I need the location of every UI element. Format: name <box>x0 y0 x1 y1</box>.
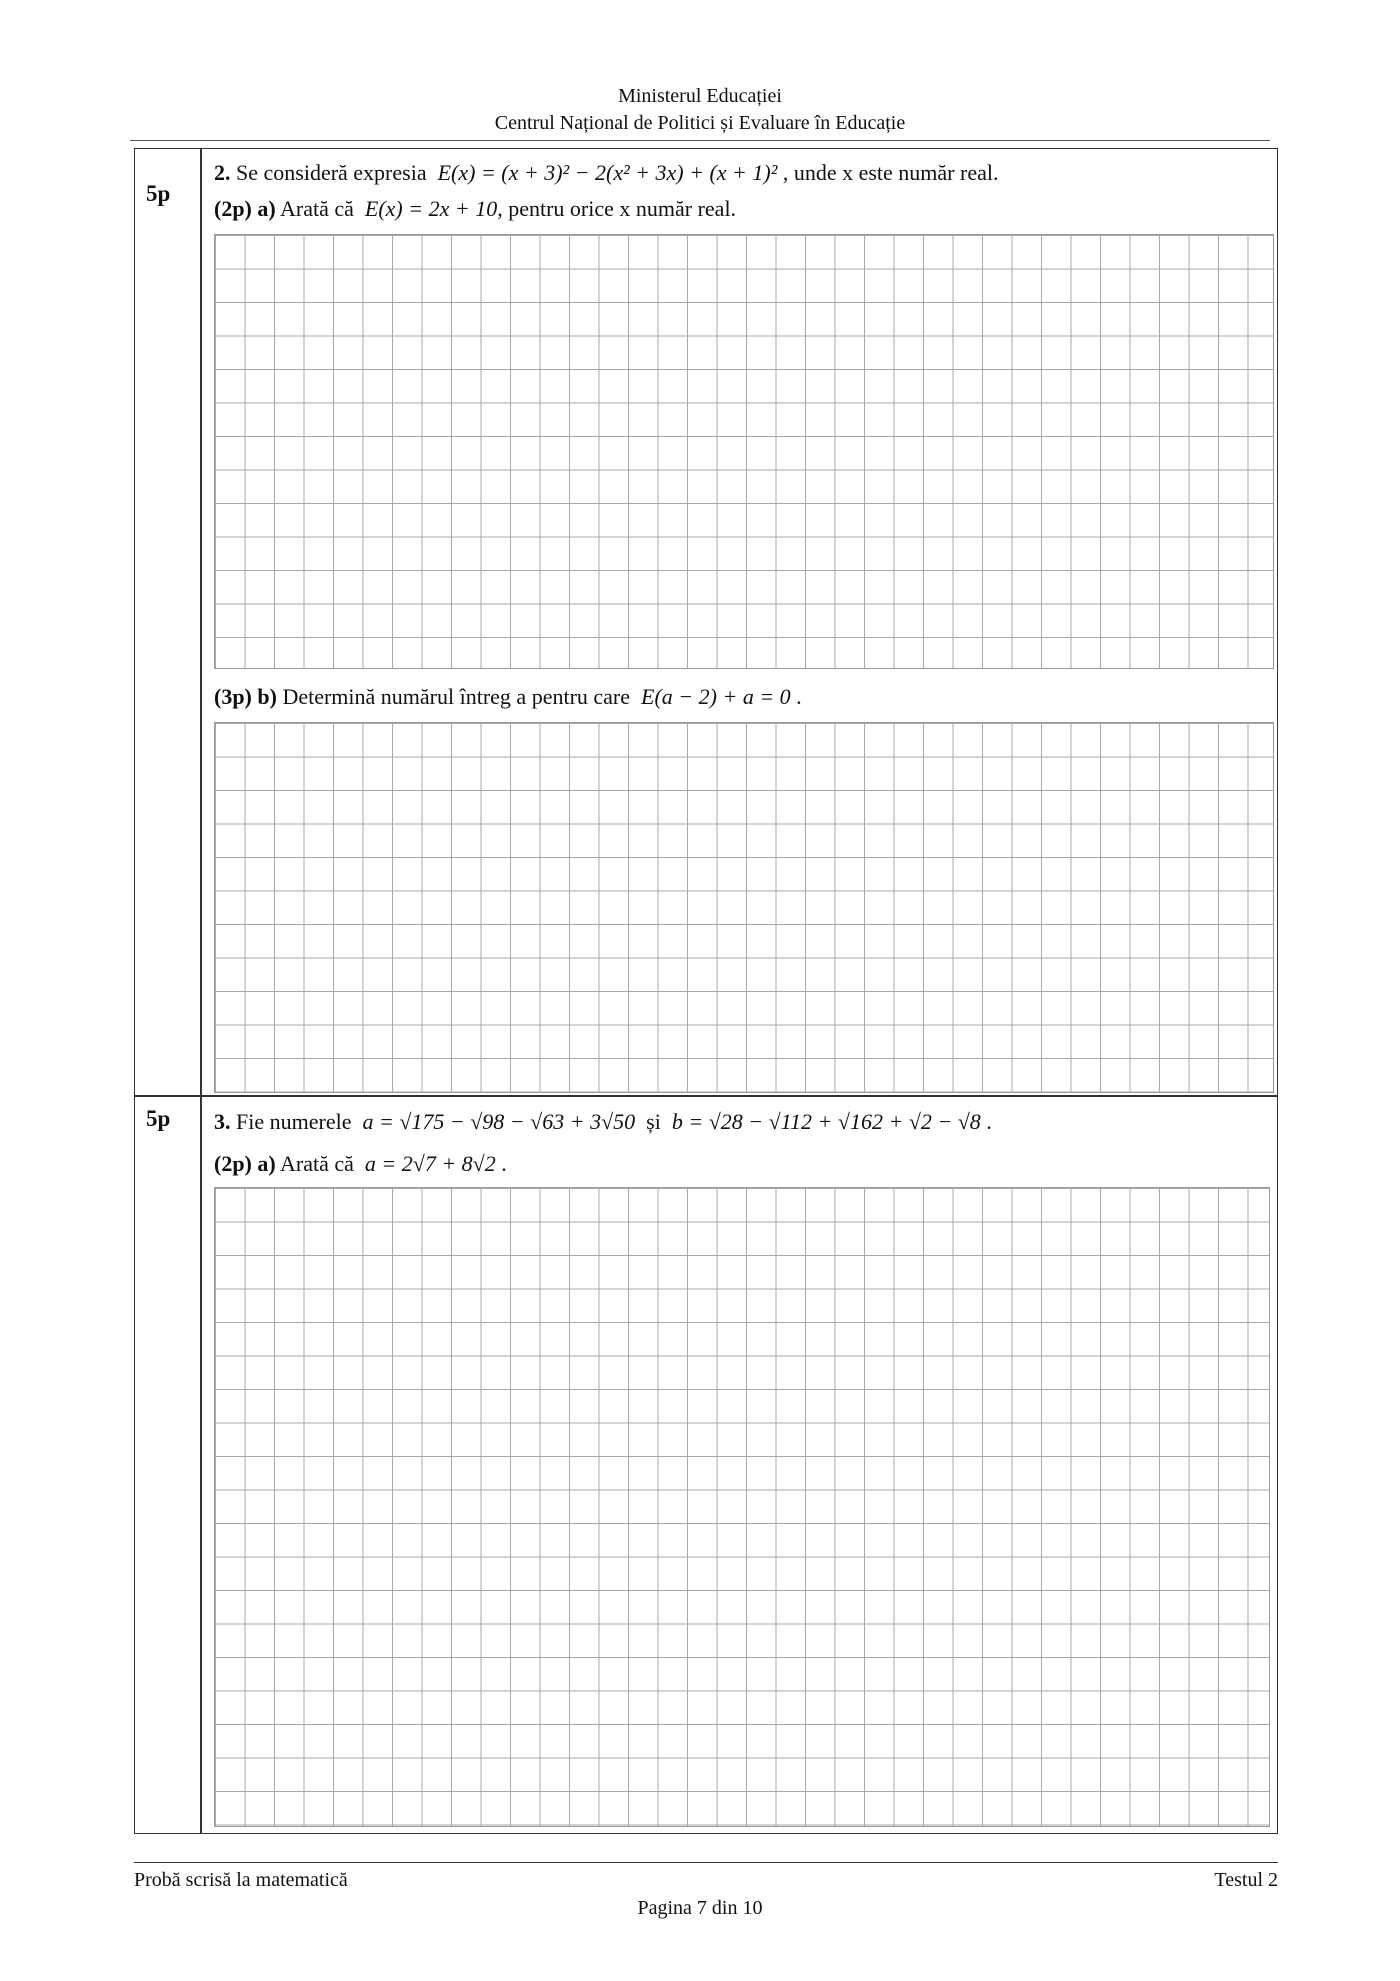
answer-grid-2b[interactable] <box>214 722 1274 1093</box>
question-2b-suffix: . <box>796 684 802 709</box>
question-3a-suffix: . <box>501 1151 507 1176</box>
footer-rule <box>134 1862 1278 1863</box>
question-3-number: 3. <box>214 1109 231 1134</box>
question-3-suffix: . <box>986 1109 992 1134</box>
answer-grid-3a[interactable] <box>214 1187 1270 1827</box>
question-3a-label: a) <box>257 1151 276 1176</box>
question-3-points: 5p <box>146 1106 171 1131</box>
question-3-expression-b: b = √28 − √112 + √162 + √2 − √8 <box>671 1109 981 1134</box>
question-2-expression: E(x) = (x + 3)² − 2(x² + 3x) + (x + 1)² <box>437 160 778 185</box>
question-2a-prefix: Arată că <box>280 196 354 221</box>
question-3-conjunction: și <box>646 1109 661 1134</box>
question-2a-score: (2p) <box>214 196 252 221</box>
footer-right: Testul 2 <box>1214 1869 1278 1891</box>
header-ministry: Ministerul Educației <box>618 85 782 107</box>
question-3a-score: (2p) <box>214 1151 252 1176</box>
question-3a-prefix: Arată că <box>280 1151 354 1176</box>
question-2-statement <box>214 159 998 187</box>
question-2-points: 5p <box>146 181 171 206</box>
row-divider <box>134 1095 1278 1097</box>
footer-page: Pagina 7 din 10 <box>637 1897 763 1919</box>
question-3a-formula: a = 2√7 + 8√2 <box>364 1151 496 1176</box>
footer-left: Probă scrisă la matematică <box>134 1869 348 1891</box>
question-2-prefix: Se consideră expresia <box>236 160 427 185</box>
header-rule <box>130 140 1270 141</box>
question-2b-prefix: Determină numărul întreg a pentru care <box>282 684 631 709</box>
question-2b-formula: E(a − 2) + a = 0 <box>641 684 791 709</box>
question-2-number: 2. <box>214 160 231 185</box>
question-3a <box>214 1150 507 1178</box>
question-2a-label: a) <box>257 196 276 221</box>
question-2b <box>214 683 802 711</box>
answer-grid-2a[interactable] <box>214 234 1274 669</box>
question-2a-suffix: , pentru orice x număr real. <box>497 196 737 221</box>
question-3-statement <box>214 1108 992 1136</box>
points-column-divider <box>200 148 202 1834</box>
question-3-expression-a: a = √175 − √98 − √63 + 3√50 <box>362 1109 636 1134</box>
question-2a <box>214 195 736 223</box>
header-center: Centrul Național de Politici și Evaluare în Educație <box>494 112 906 134</box>
question-2b-score: (3p) <box>214 684 252 709</box>
question-2-suffix: , unde x este număr real. <box>782 160 999 185</box>
question-2a-formula: E(x) = 2x + 10 <box>364 196 498 221</box>
question-3-prefix: Fie numerele <box>236 1109 352 1134</box>
question-2b-label: b) <box>257 684 277 709</box>
